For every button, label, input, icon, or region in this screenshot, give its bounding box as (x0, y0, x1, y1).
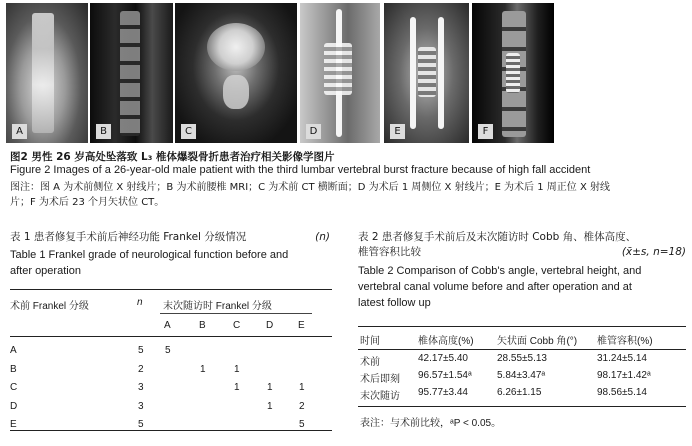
table1-row-count: 1 (234, 363, 240, 375)
panel-label: B (96, 124, 111, 139)
ct-axial-preop-image (175, 3, 297, 143)
figure-note (10, 180, 686, 210)
panel-label: A (12, 124, 27, 139)
panel-label: E (390, 124, 405, 139)
table1-title-cn: 表 1 患者修复手术前后神经功能 Frankel 分级情况 (n) (10, 231, 330, 243)
table1-row-grade: E (10, 419, 17, 430)
table2-header-cobb: 矢状面 Cobb 角(°) (497, 336, 578, 347)
table1-post-grade-header: E (298, 320, 305, 331)
table2-note: 表注：与术前比较，ᵃP < 0.05。 (360, 418, 502, 429)
table1-header-n: n (137, 297, 143, 308)
mri-lumbar-preop-image (90, 3, 173, 143)
table2-title-stats: (x̄±s, n=18) (621, 246, 686, 258)
table1-row-count: 5 (165, 345, 171, 356)
table1-sub-rule (160, 313, 312, 314)
table1-row-count: 1 (299, 382, 305, 393)
table1-post-grade-header: B (199, 320, 206, 331)
table1-row-count: 1 (267, 400, 273, 412)
table2-header-time: 时间 (360, 336, 380, 347)
table2-row-time: 术后即刻 (360, 374, 400, 385)
table1-row-n: 3 (138, 400, 144, 412)
table1-header-rule (10, 336, 332, 337)
table1-title-en: Table 1 Frankel grade of neurological function before and after operation (10, 249, 289, 277)
table2-row-volume: 98.56±5.14 (597, 387, 647, 398)
table2-header-volume: 椎管容积(%) (597, 336, 653, 347)
xray-ap-postop-image (384, 3, 469, 143)
table1-row-n: 3 (138, 382, 144, 393)
table1-row-count: 5 (299, 419, 305, 430)
ct-sagittal-followup-image (472, 3, 554, 143)
table2-header-height: 椎体高度(%) (418, 336, 474, 347)
table2-row-height: 95.77±3.44 (418, 387, 468, 398)
table2-row-height: 96.57±1.54ᵃ (418, 370, 472, 381)
table2-title-en: Table 2 Comparison of Cobb's angle, vertebral height, and vertebral canal volume before and after operation and at latest follow up (358, 265, 642, 309)
figure-note-line: 片；F 为术后 23 个月矢状位 CT。 (10, 197, 165, 208)
table1-row-grade: B (10, 363, 17, 375)
table2-bottom-rule (358, 406, 686, 407)
table1-title-unit: (n) (315, 231, 330, 243)
figure-caption-cn: 图2 男性 26 岁高处坠落致 L₃ 椎体爆裂骨折患者治疗相关影像学图片 (10, 151, 335, 163)
table2-header-rule (358, 349, 686, 350)
table1-row-count: 1 (200, 363, 206, 375)
table2-row-cobb: 6.26±1.15 (497, 387, 542, 398)
table1-row-count: 2 (299, 400, 305, 412)
xray-lateral-preop-image (6, 3, 88, 143)
table2-title-cn: 表 2 患者修复手术前后及末次随访时 Cobb 角、椎体高度、 椎管容积比较 (x̄±s, n=18) (358, 231, 686, 258)
table1-row-grade: C (10, 382, 18, 393)
table1-row-n: 5 (138, 345, 144, 356)
xray-lateral-postop-image (300, 3, 380, 143)
table1-post-grade-header: C (233, 320, 241, 331)
table2-row-cobb: 5.84±3.47ᵃ (497, 370, 546, 381)
table2-row-cobb: 28.55±5.13 (497, 353, 547, 364)
table2-row-time: 末次随访 (360, 391, 400, 402)
table1-row-grade: D (10, 400, 18, 412)
table1-row-count: 1 (234, 382, 240, 393)
panel-label: F (478, 124, 493, 139)
table1-top-rule (10, 289, 332, 290)
table2-row-volume: 98.17±1.42ᵃ (597, 370, 651, 381)
panel-label: C (181, 124, 196, 139)
table1-row-grade: A (10, 345, 17, 356)
figure-note-line: 图注：图 A 为术前侧位 X 射线片；B 为术前腰椎 MRI；C 为术前 CT 横断面；D 为术后 1 周侧位 X 射线片；E 为术后 1 周正位 X 射线 (10, 182, 610, 193)
table2-row-volume: 31.24±5.14 (597, 353, 647, 364)
table2-top-rule (358, 326, 686, 327)
figure-caption-en: Figure 2 Images of a 26-year-old male patient with the third lumbar vertebral burst fracture because of high fall accident (10, 164, 591, 176)
table1-bottom-rule (10, 430, 332, 431)
table1-row-n: 2 (138, 363, 144, 375)
table1-header-pre: 术前 Frankel 分级 (10, 301, 89, 312)
table2-row-height: 42.17±5.40 (418, 353, 468, 364)
panel-label: D (306, 124, 321, 139)
table1-row-count: 1 (267, 382, 273, 393)
table1-header-post: 末次随访时 Frankel 分级 (163, 301, 272, 312)
table1-post-grade-header: A (164, 320, 171, 331)
table2-row-time: 术前 (360, 357, 380, 368)
table1-post-grade-header: D (266, 320, 274, 331)
table1-row-n: 5 (138, 419, 144, 430)
